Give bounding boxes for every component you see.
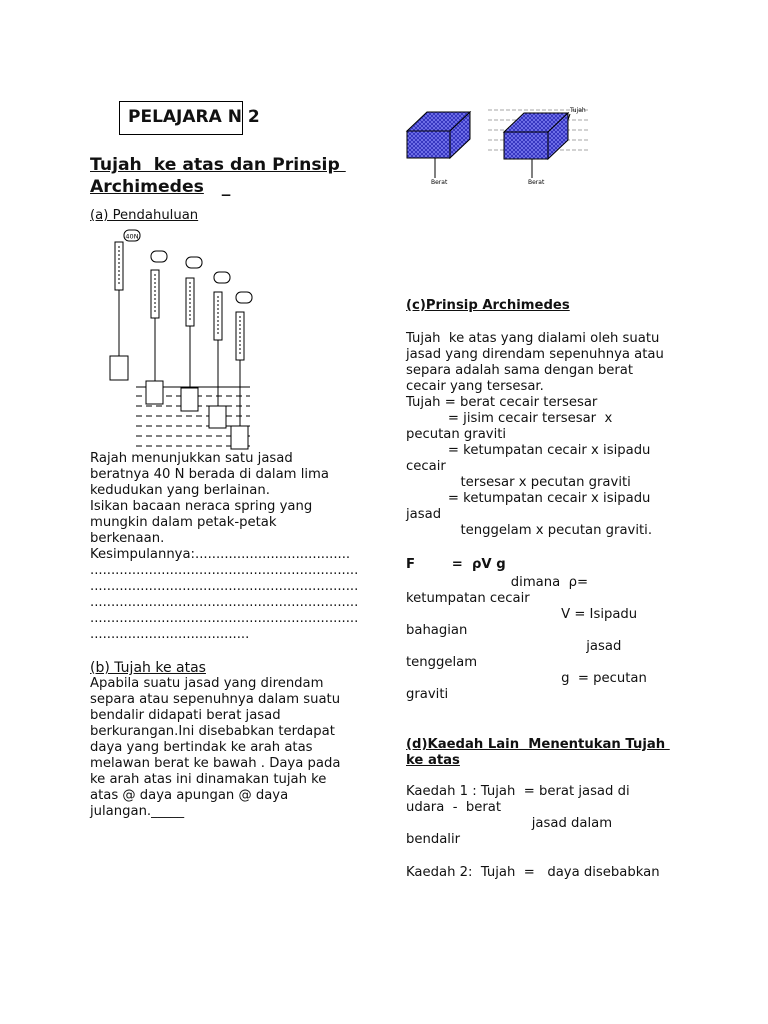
section-a-line: ......................................	[90, 627, 250, 642]
section-a-line: ................................................................	[90, 563, 359, 578]
label-berat-2: Berat	[528, 179, 545, 186]
section-c-line: Tujah ke atas yang dialami oleh suatu	[406, 331, 660, 346]
section-b-line: melawan berat ke bawah . Daya pada	[90, 756, 341, 771]
section-c-line: cecair yang tersesar.	[406, 379, 544, 394]
section-c-line: = ketumpatan cecair x isipadu	[406, 491, 651, 506]
spring-balance-2	[146, 251, 167, 404]
object-block-1	[110, 356, 128, 380]
definition-line: jasad	[406, 639, 622, 654]
section-d-line: udara - berat	[406, 800, 501, 815]
section-b-line: atas @ daya apungan @ daya	[90, 788, 289, 803]
section-c-line: cecair	[406, 459, 446, 474]
object-block-3	[181, 388, 198, 411]
section-d-line: jasad dalam	[406, 816, 613, 831]
section-c-line: = jisim cecair tersesar x	[406, 411, 613, 426]
section-d-line: Kaedah 1 : Tujah = berat jasad di	[406, 784, 630, 799]
section-a-line: beratnya 40 N berada di dalam lima	[90, 467, 329, 482]
reading-box-2	[151, 251, 167, 262]
section-a-heading: (a) Pendahuluan	[90, 208, 199, 223]
section-c-line: jasad yang direndam sepenuhnya atau	[406, 347, 664, 362]
title-line-1: Tujah ke atas dan Prinsip	[90, 155, 346, 175]
section-b-line: daya yang bertindak ke arah atas	[90, 740, 313, 755]
spring-balance-figure	[100, 226, 260, 454]
section-b-line: Apabila suatu jasad yang direndam	[90, 676, 324, 691]
block-in-air	[407, 112, 470, 186]
spring-balance-3	[181, 257, 202, 411]
section-c-body	[406, 331, 706, 539]
object-block-4	[209, 406, 226, 428]
section-a-line: berkenaan.	[90, 531, 165, 546]
formula-definitions	[406, 575, 706, 703]
section-b-line: ke arah atas ini dinamakan tujah ke	[90, 772, 327, 787]
section-c-line: = ketumpatan cecair x isipadu	[406, 443, 651, 458]
section-a-line: ................................................................	[90, 611, 359, 626]
section-c-line: pecutan graviti	[406, 427, 507, 442]
section-c-heading: (c)Prinsip Archimedes	[406, 298, 570, 313]
submerged-block-figure	[400, 104, 610, 190]
lesson-badge	[119, 101, 260, 135]
reading-box-3	[186, 257, 202, 268]
section-d-line: bendalir	[406, 832, 461, 847]
section-c-line: Tujah = berat cecair tersesar	[406, 395, 598, 410]
lesson-badge-text: PELAJARA N 2	[128, 107, 260, 127]
section-b-line: berkurangan.Ini disebabkan terdapat	[90, 724, 335, 739]
section-b-line: separa atau sepenuhnya dalam suatu	[90, 692, 341, 707]
section-d-body	[406, 784, 706, 848]
definition-line: V = Isipadu	[406, 607, 638, 622]
section-c-line: jasad	[406, 507, 442, 522]
section-a-line: Isikan bacaan neraca spring yang	[90, 499, 313, 514]
definition-line: g = pecutan	[406, 671, 647, 686]
section-c-line: tersesar x pecutan graviti	[406, 475, 631, 490]
section-d-heading	[406, 737, 670, 769]
section-b-body	[90, 676, 370, 820]
kaedah-2-line: Kaedah 2: Tujah = daya disebabkan	[406, 865, 660, 880]
spring-balance-4	[209, 272, 230, 428]
archimedes-formula: F = ρV g	[406, 557, 506, 572]
section-a-line: mungkin dalam petak-petak	[90, 515, 277, 530]
reading-box-1-text: 40N	[125, 232, 139, 241]
object-block-2	[146, 381, 163, 404]
definition-line: tenggelam	[406, 655, 478, 670]
section-a-line: kedudukan yang berlainan.	[90, 483, 270, 498]
definition-line: bahagian	[406, 623, 468, 638]
label-berat-1: Berat	[431, 179, 448, 186]
section-c-line: separa adalah sama dengan berat	[406, 363, 634, 378]
definition-line: ketumpatan cecair	[406, 591, 530, 606]
section-d-heading-line-2: ke atas	[406, 753, 460, 768]
block-in-liquid	[488, 107, 590, 186]
spring-balance-5	[231, 292, 252, 449]
section-c-line: tenggelam x pecutan graviti.	[406, 523, 653, 538]
section-a-body	[90, 451, 370, 643]
section-b-line: julangan._____	[90, 804, 185, 819]
title-line-2: Archimedes	[90, 177, 204, 197]
section-b-line: bendalir didapati berat jasad	[90, 708, 281, 723]
spring-balance-1	[110, 230, 140, 380]
section-a-line: ................................................................	[90, 579, 359, 594]
definition-line: dimana ρ=	[406, 575, 589, 590]
title-line-2-tail: _	[203, 177, 231, 197]
definition-line: graviti	[406, 687, 449, 702]
section-a-line: Rajah menunjukkan satu jasad	[90, 451, 293, 466]
section-a-line: ................................................................	[90, 595, 359, 610]
reading-box-4	[214, 272, 230, 283]
object-block-5	[231, 426, 248, 449]
section-d-heading-line-1: (d)Kaedah Lain Menentukan Tujah	[406, 737, 670, 752]
page-title	[90, 154, 390, 198]
reading-box-5	[236, 292, 252, 303]
label-tujah: Tujah	[570, 107, 586, 114]
section-b-heading: (b) Tujah ke atas	[90, 660, 206, 676]
section-a-line: Kesimpulannya:.....................................	[90, 547, 351, 562]
